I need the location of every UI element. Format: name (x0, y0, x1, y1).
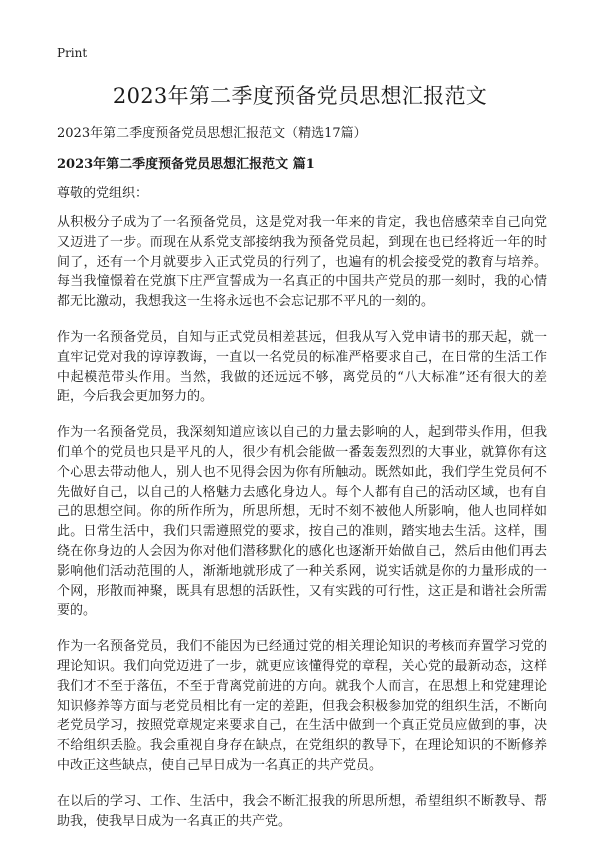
salutation: 尊敬的党组织： (57, 186, 149, 201)
body-paragraph: 作为一名预备党员，自知与正式党员相差甚远，但我从写入党申请书的那天起，就一直牢记党对我的谆谆教诲，一直以一名党员的标准严格要求自己，在日常的生活工作中起模范带头作用。当然，我做的还远远不够，离党员的“八大标准”还有很大的差距，今后我会更加努力的。 (57, 329, 547, 405)
section-heading: 2023年第二季度预备党员思想汇报范文 篇1 (57, 157, 315, 172)
body-paragraph: 作为一名预备党员，我们不能因为已经通过党的相关理论知识的考核而弃置学习党的理论知识。我们向党迈进了一步，就更应该懂得党的章程，关心党的最新动态，这样我们才不至于落伍，不至于背离党前进的方向。就我个人而言，在思想上和党建理论知识修养等方面与老党员相比有一定的差距，但我会积极参加党的组织生活，不断向老党员学习，按照党章规定来要求自己，在生活中做到一个真正党员应做到的事，决不给组织丢脸。我会重视自身存在缺点，在党组织的教导下，在理论知识的不断修养中改正这些缺点，使自己早日成为一名真正的共产党员。 (57, 639, 547, 773)
body-paragraph: 作为一名预备党员，我深刻知道应该以自己的力量去影响的人，起到带头作用，但我们单个的党员也只是平凡的人，很少有机会能做一番轰轰烈烈的大事业，就算你有这个心思去带动他人，别人也不见得会因为你有所触动。既然如此，我们学生党员何不先做好自己，以自己的人格魅力去感化身边人。每个人都有自己的活动区域，也有自己的思想空间。你的所作所为，所思所想，无时不刻不被他人所影响，他人也同样如此。日常生活中，我们只需遵照党的要求，按自己的准则，踏实地去生活。这样，围绕在你身边的人会因为你对他们潜移默化的感化也逐渐开始做自己，然后由他们再去影响他们活动范围的人，渐渐地就形成了一种关系网，说实话就是你的力量形成的一个网，形散而神聚，既具有思想的活跃性，又有实践的可行性，这正是和谐社会所需要的。 (57, 425, 547, 619)
print-link[interactable]: Print (57, 46, 88, 60)
body-paragraph: 从积极分子成为了一名预备党员，这是党对我一年来的肯定，我也倍感荣幸自己向党又迈进了一步。而现在从系党支部接纳我为预备党员起，到现在也已经将近一年的时间了，还有一个月就要步入正式党员的行列了，也遍有的机会接受党的教育与培养。每当我憧憬着在党旗下庄严宣誓成为一名真正的中国共产党员的那一刻时，我的心情都无比激动，我想我这一生将永远也不会忘记那不平凡的一刻的。 (57, 215, 547, 310)
document-subtitle: 2023年第二季度预备党员思想汇报范文（精选17篇） (57, 126, 367, 141)
document-title: 2023年第二季度预备党员思想汇报范文 (112, 84, 488, 108)
body-paragraph: 在以后的学习、工作、生活中，我会不断汇报我的所思所想，希望组织不断教导、帮助我，使我早日成为一名真正的共产党。 (57, 793, 547, 829)
document-body (57, 213, 547, 847)
